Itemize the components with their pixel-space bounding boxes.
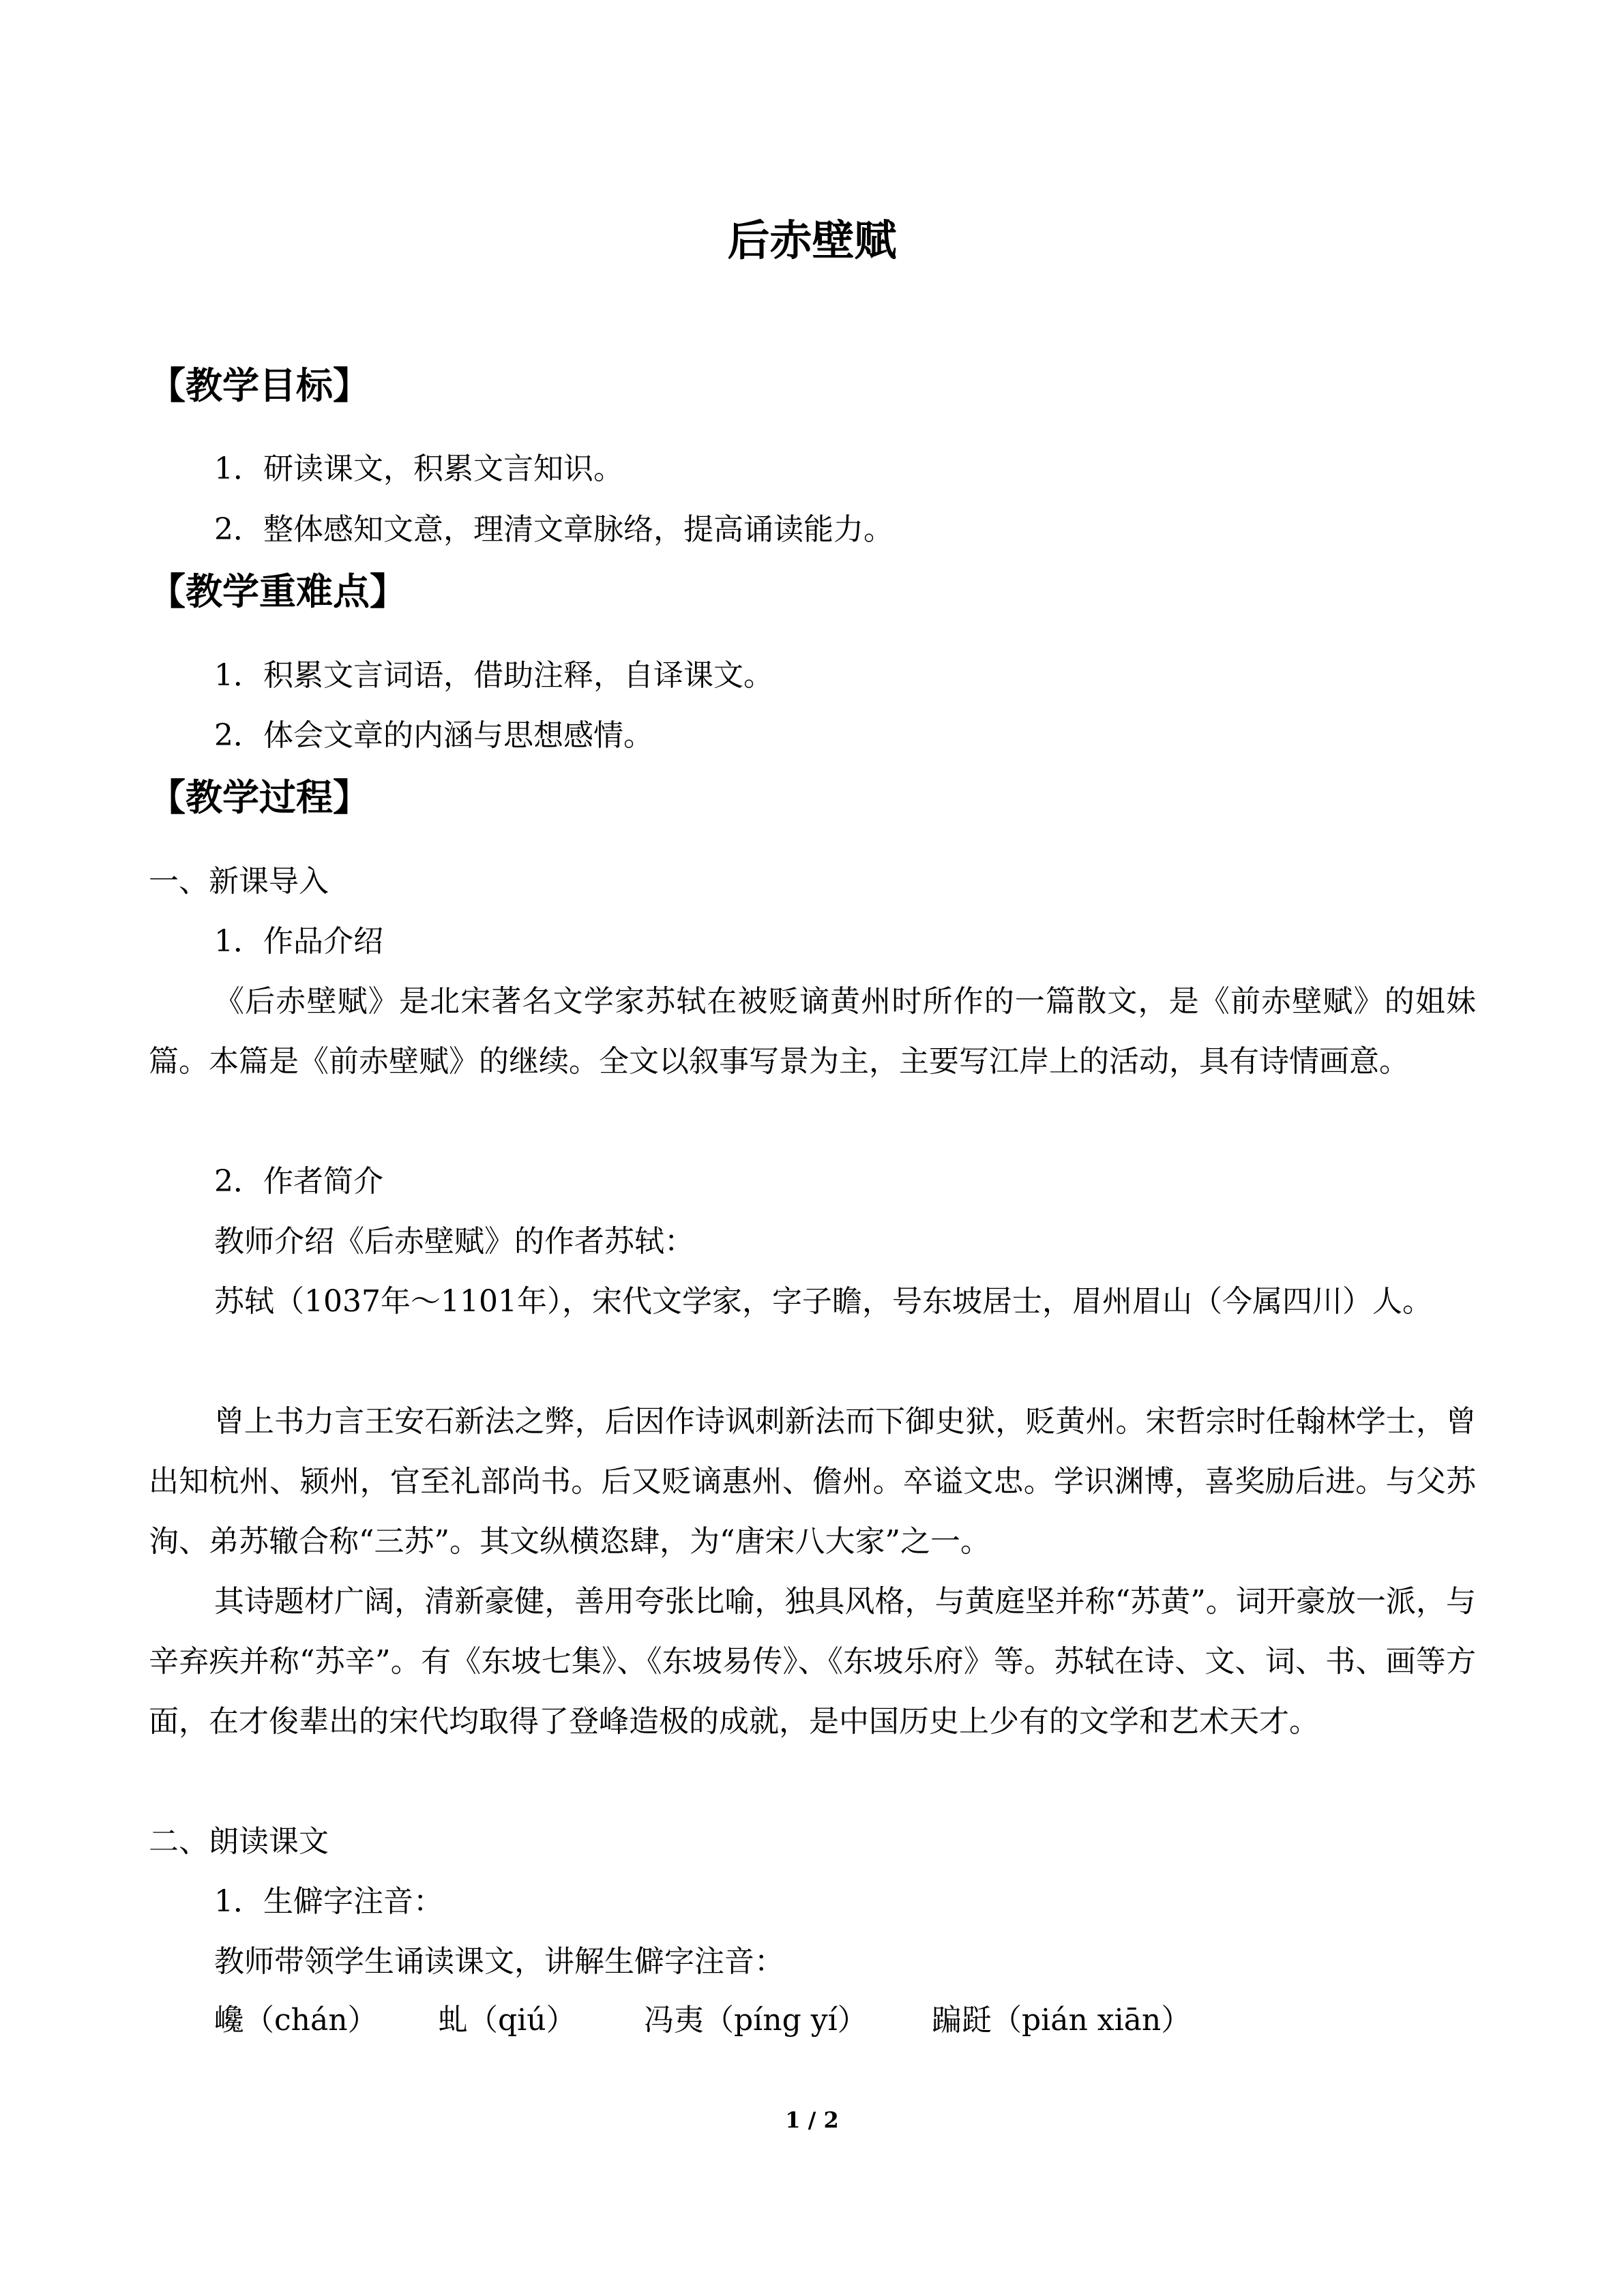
part2-sub1: 1．生僻字注音： xyxy=(214,1884,443,1919)
author-works-paragraph: 其诗题材广阔，清新豪健，善用夸张比喻，独具风格，与黄庭坚并称“苏黄”。词开豪放一派，与辛弃疾并称“苏辛”。有《东坡七集》、《东坡易传》、《东坡乐府》等。苏轼在诗、文、词、书、画等方面，在才俊辈出的宋代均取得了登峰造极的成就，是中国历史上少有的文学和艺术天才。 xyxy=(149,1584,1476,1739)
part2-title: 二、朗读课文 xyxy=(149,1824,329,1859)
part1-sub1: 1．作品介绍 xyxy=(214,924,383,959)
pinyin-item: 虬（qiú） xyxy=(438,2003,576,2038)
objective-item-2: 2．整体感知文意，理清文章脉络，提高诵读能力。 xyxy=(214,512,894,547)
pinyin-item: 巉（chán） xyxy=(214,2003,378,2038)
heading-objectives: 【教学目标】 xyxy=(149,364,370,407)
work-intro-paragraph: 《后赤壁赋》是北宋著名文学家苏轼在被贬谪黄州时所作的一篇散文，是《前赤壁赋》的姐妹篇。本篇是《前赤壁赋》的继续。全文以叙事写景为主，主要写江岸上的活动，具有诗情画意。 xyxy=(149,984,1476,1079)
author-intro-line: 教师介绍《后赤壁赋》的作者苏轼： xyxy=(214,1224,694,1259)
document-title: 后赤壁赋 xyxy=(727,215,897,265)
author-bio-paragraph: 苏轼（1037年～1101年），宋代文学家，字子瞻，号东坡居士，眉州眉山（今属四川）人。 xyxy=(214,1284,1432,1319)
part1-sub2: 2．作者简介 xyxy=(214,1164,383,1199)
key-point-item-2: 2．体会文章的内涵与思想感情。 xyxy=(214,718,653,753)
part2-intro: 教师带领学生诵读课文，讲解生僻字注音： xyxy=(214,1944,784,1979)
heading-process: 【教学过程】 xyxy=(149,776,370,819)
page-number: 1 / 2 xyxy=(785,2107,839,2133)
pinyin-item: 冯夷（píng yí） xyxy=(644,2003,868,2038)
key-point-item-1: 1．积累文言词语，借助注释，自译课文。 xyxy=(214,658,773,693)
author-career-paragraph: 曾上书力言王安石新法之弊，后因作诗讽刺新法而下御史狱，贬黄州。宋哲宗时任翰林学士，曾出知杭州、颍州，官至礼部尚书。后又贬谪惠州、儋州。卒谥文忠。学识渊博，喜奖励后进。与父苏洵、弟苏辙合称“三苏”。其文纵横恣肆，为“唐宋八大家”之一。 xyxy=(149,1404,1476,1559)
heading-key-points: 【教学重难点】 xyxy=(149,570,407,613)
objective-item-1: 1．研读课文，积累文言知识。 xyxy=(214,451,623,486)
pinyin-item: 蹁跹（pián xiān） xyxy=(932,2003,1192,2038)
part1-title: 一、新课导入 xyxy=(149,864,329,899)
